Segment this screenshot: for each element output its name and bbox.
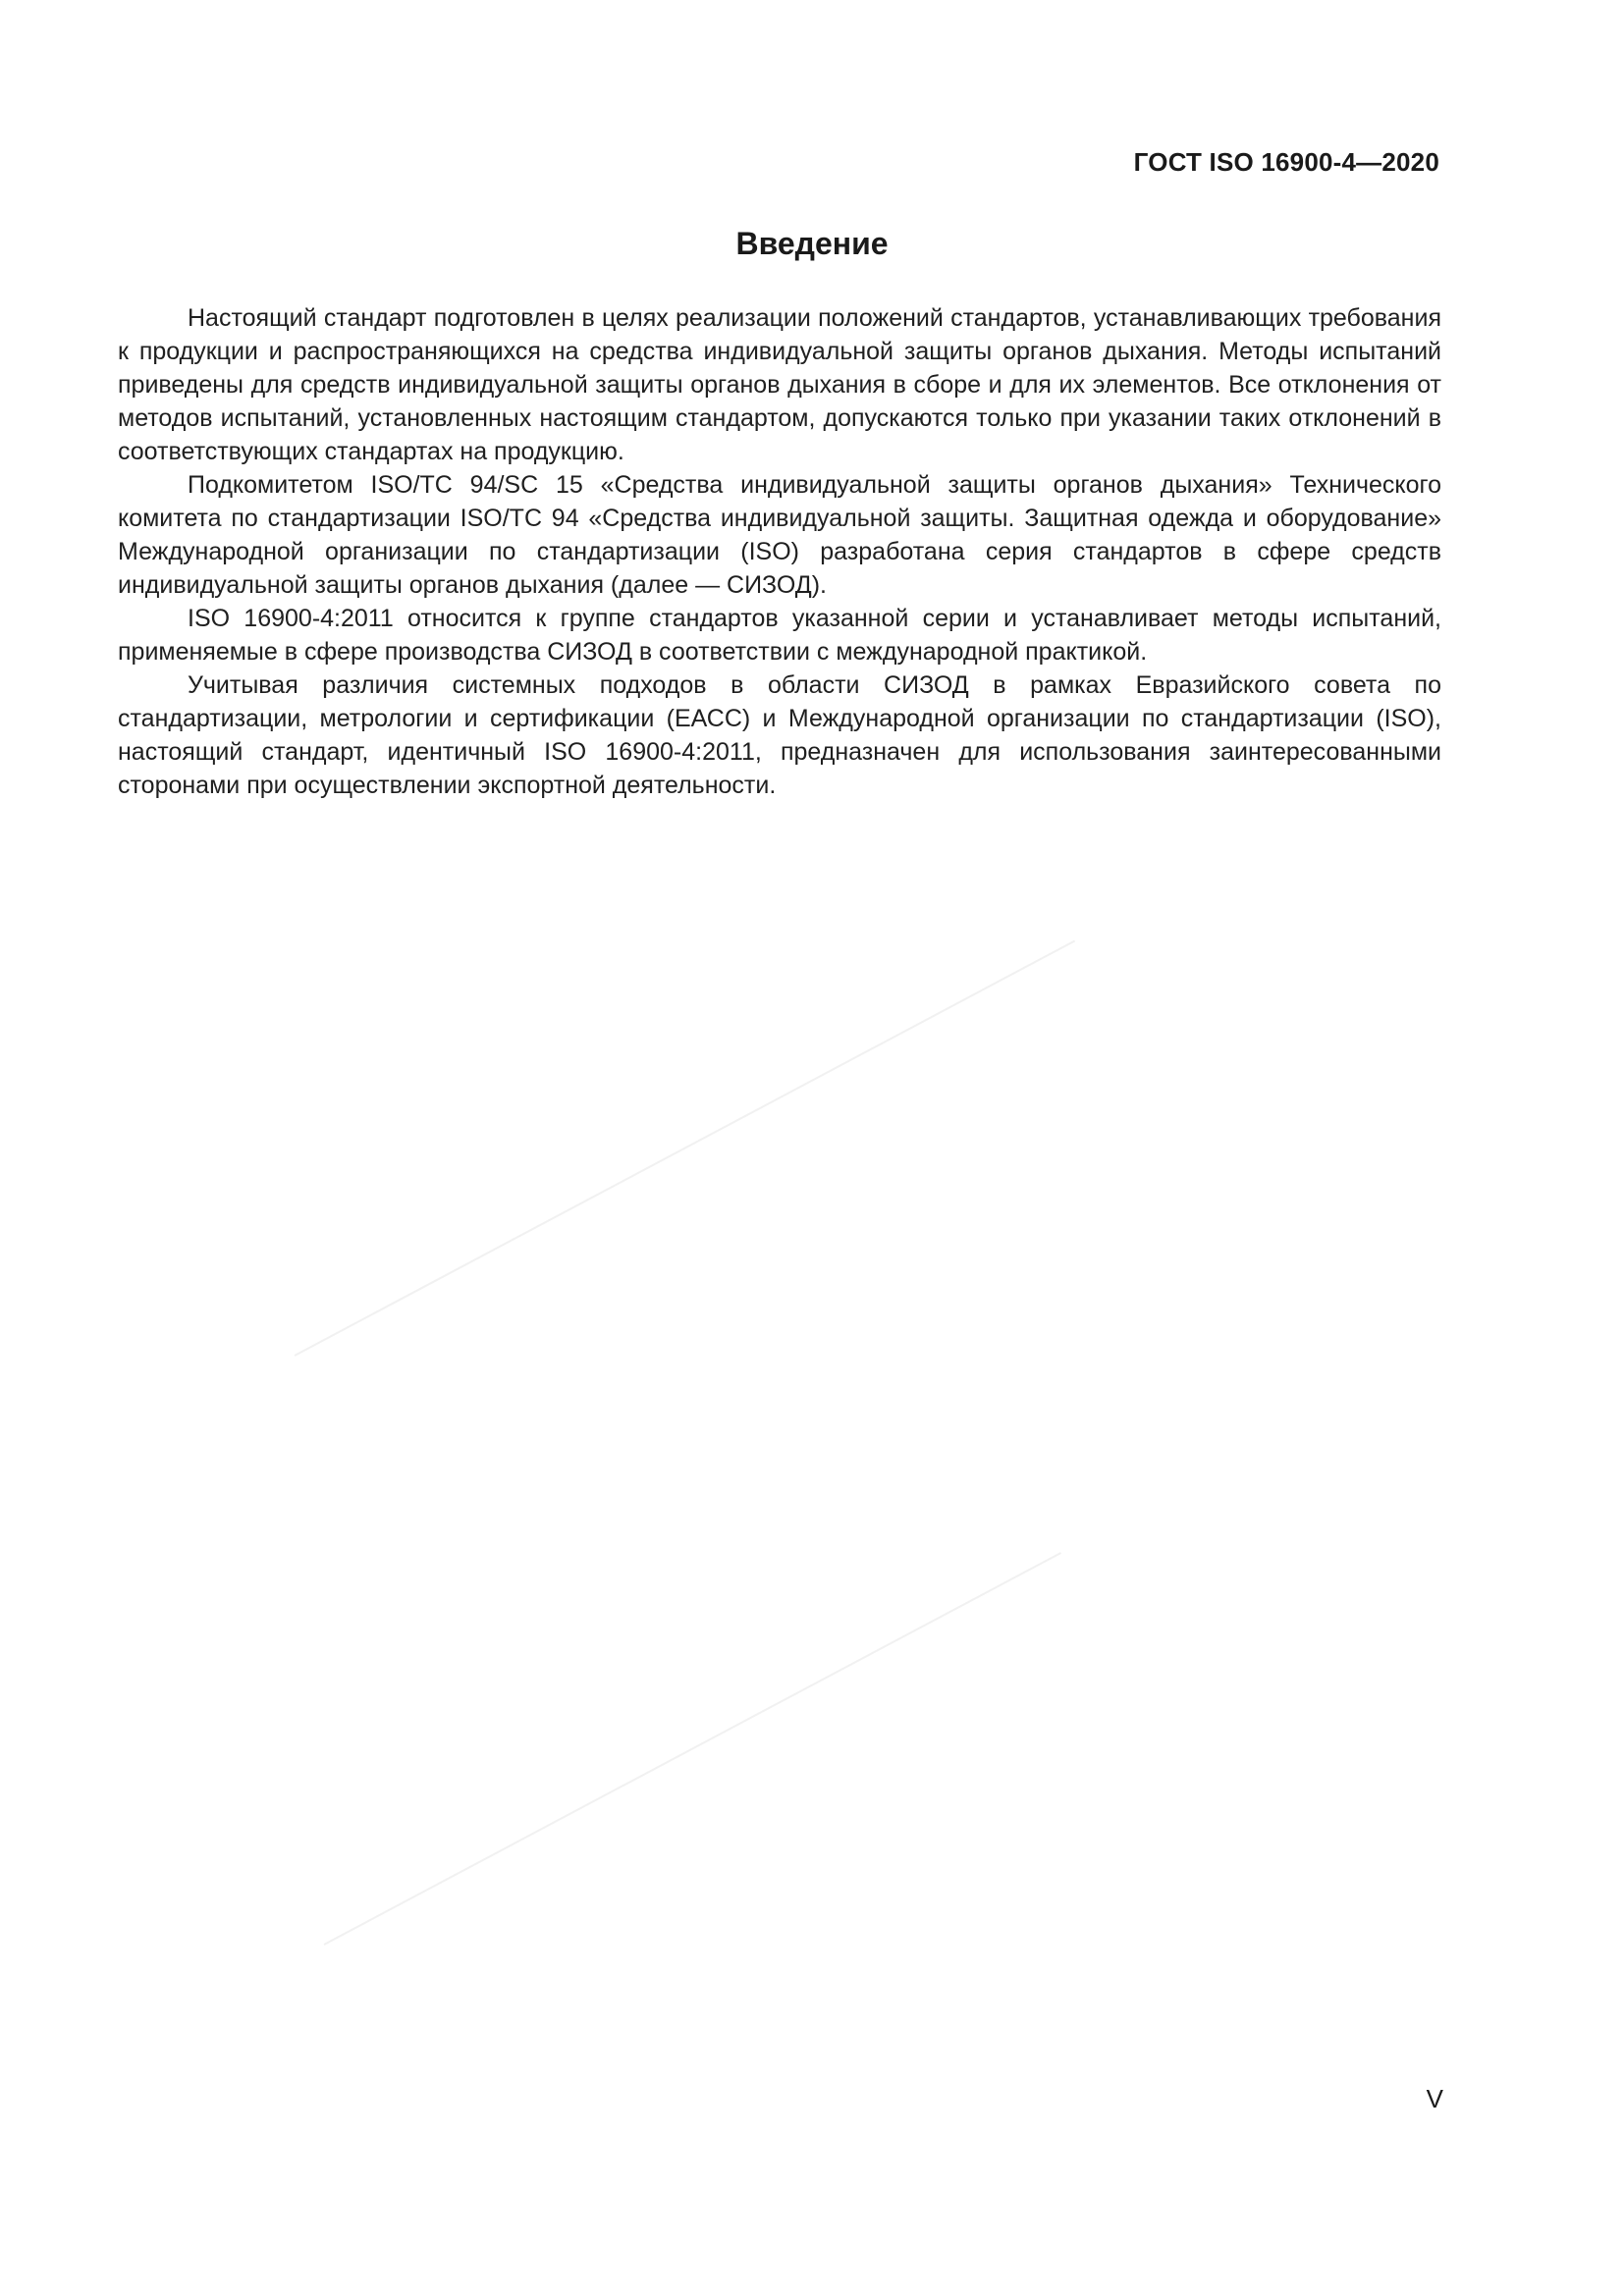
introduction-body (118, 301, 1441, 802)
paragraph-2: Подкомитетом ISO/TC 94/SC 15 «Средства индивидуальной защиты органов дыхания» Технического комитета по стандартизации ISO/TC 94 «Средства индивидуальной защиты. Защитная одежда и оборудование» Международной организации по стандартизации (ISO) разработана серия стандартов в сфере средств индивидуальной защиты органов дыхания (далее — СИЗОД). (118, 471, 1441, 599)
paragraph-1: Настоящий стандарт подготовлен в целях реализации положений стандартов, устанавливающих требования к продукции и распространяющихся на средства индивидуальной защиты органов дыхания. Методы испытаний приведены для средств индивидуальной защиты органов дыхания в сборе и для их элементов. Все отклонения от методов испытаний, установленных настоящим стандартом, допускаются только при указании таких отклонений в соответствующих стандартах на продукцию. (118, 304, 1441, 465)
page-number: V (1426, 2084, 1443, 2113)
watermark-decoration (295, 940, 1076, 1357)
paragraph-4: Учитывая различия системных подходов в области СИЗОД в рамках Евразийского совета по стандартизации, метрологии и сертификации (ЕАСС) и Международной организации по стандартизации (ISO), настоящий стандарт, идентичный ISO 16900-4:2011, предназначен для использования заинтересованными сторонами при осуществлении экспортной деятельности. (118, 671, 1441, 799)
document-code-header: ГОСТ ISO 16900-4—2020 (1133, 147, 1439, 177)
watermark-decoration (324, 1552, 1061, 1946)
section-title: Введение (735, 226, 889, 261)
paragraph-3: ISO 16900-4:2011 относится к группе стандартов указанной серии и устанавливает методы испытаний, применяемые в сфере производства СИЗОД в соответствии с международной практикой. (118, 605, 1441, 666)
